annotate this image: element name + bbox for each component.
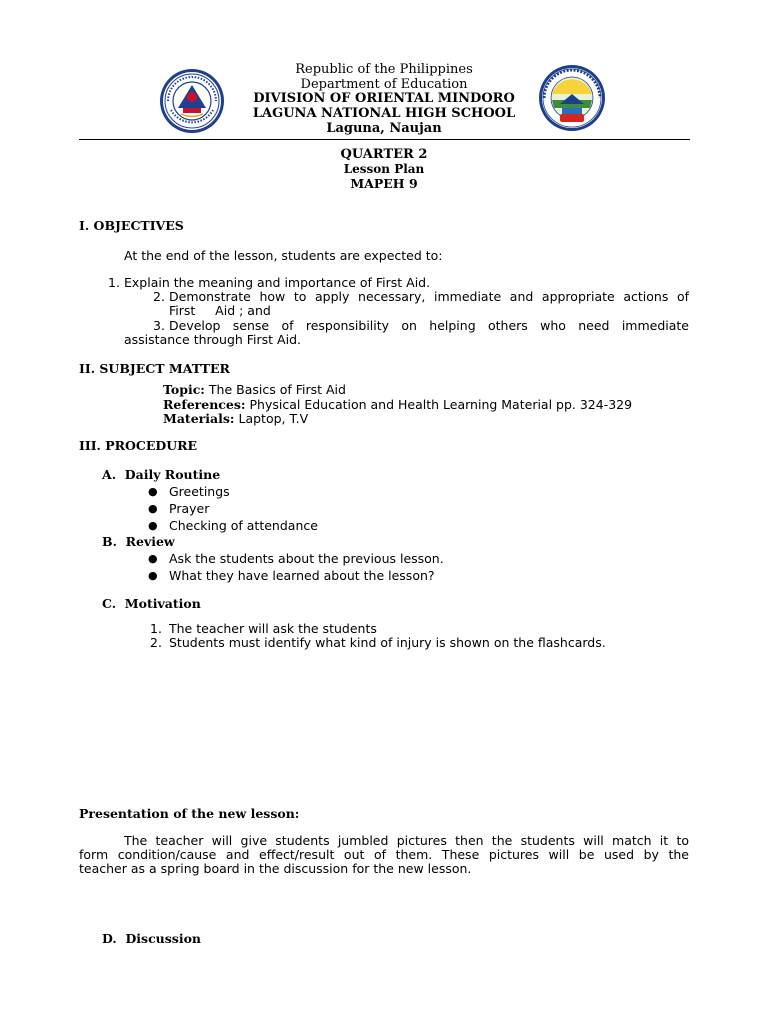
motivation-item-1: The teacher will ask the students — [169, 621, 377, 636]
header-divider — [79, 139, 690, 140]
topic-label: Topic: — [163, 382, 205, 397]
objectives-intro: At the end of the lesson, students are expected to: — [124, 248, 443, 263]
review-item-2: What they have learned about the lesson? — [169, 568, 435, 583]
presentation-line-1: The teacher will give students jumbled pictures then the students will match it to — [124, 833, 689, 848]
motivation-label: C. Motivation — [102, 596, 201, 611]
motivation-item-2: Students must identify what kind of injury is shown on the flashcards. — [169, 635, 606, 650]
bullet-icon: ● — [148, 502, 158, 515]
daily-routine-item-1: Greetings — [169, 484, 230, 499]
presentation-line-2: form condition/cause and effect/result out of them. These pictures will be used by the — [79, 847, 689, 862]
objective-3-text-line2: assistance through First Aid. — [124, 332, 301, 347]
objective-3-number: 3. — [153, 318, 165, 333]
references-label: References: — [163, 397, 246, 412]
objective-1-number: 1. — [108, 275, 120, 290]
daily-routine-item-2: Prayer — [169, 501, 210, 516]
motivation-item-2-number: 2. — [150, 635, 162, 650]
subject-title: MAPEH 9 — [350, 176, 418, 191]
bullet-icon: ● — [148, 485, 158, 498]
presentation-line-3: teacher as a spring board in the discussion for the new lesson. — [79, 861, 472, 876]
bullet-icon: ● — [148, 569, 158, 582]
daily-routine-label: A. Daily Routine — [102, 467, 221, 482]
bullet-icon: ● — [148, 552, 158, 565]
materials-value: Laptop, T.V — [238, 411, 309, 426]
objective-3-text-line1: Develop sense of responsibility on helping others who need immediate — [169, 318, 689, 333]
subject-matter-heading: II. SUBJECT MATTER — [79, 361, 230, 376]
header-department: Department of Education — [300, 77, 468, 92]
header-republic: Republic of the Philippines — [295, 62, 473, 77]
doc-type-title: Lesson Plan — [343, 162, 425, 176]
procedure-heading: III. PROCEDURE — [79, 438, 198, 453]
materials-label: Materials: — [163, 411, 235, 426]
bullet-icon: ● — [148, 519, 158, 532]
references-line — [163, 397, 632, 412]
objective-2-number: 2. — [153, 289, 165, 304]
objective-2-text-line1: Demonstrate how to apply necessary, immediate and appropriate actions of — [169, 289, 689, 304]
header-division: DIVISION OF ORIENTAL MINDORO — [253, 91, 515, 106]
header-location: Laguna, Naujan — [326, 121, 442, 136]
presentation-heading: Presentation of the new lesson: — [79, 806, 300, 821]
header-school-name: LAGUNA NATIONAL HIGH SCHOOL — [252, 106, 516, 121]
materials-line — [163, 411, 308, 426]
objective-1-text: Explain the meaning and importance of First Aid. — [124, 275, 431, 290]
daily-routine-item-3: Checking of attendance — [169, 518, 318, 533]
discussion-label: D. Discussion — [102, 931, 202, 946]
motivation-item-1-number: 1. — [150, 621, 162, 636]
quarter-title: QUARTER 2 — [340, 147, 428, 162]
objectives-heading: I. OBJECTIVES — [79, 218, 184, 233]
review-item-1: Ask the students about the previous lesson. — [169, 551, 444, 566]
topic-line — [163, 382, 346, 397]
references-value: Physical Education and Health Learning Material pp. 324-329 — [249, 397, 633, 412]
review-label: B. Review — [102, 534, 175, 549]
topic-value: The Basics of First Aid — [208, 382, 346, 397]
objective-2-text-line2: First Aid ; and — [169, 303, 271, 318]
